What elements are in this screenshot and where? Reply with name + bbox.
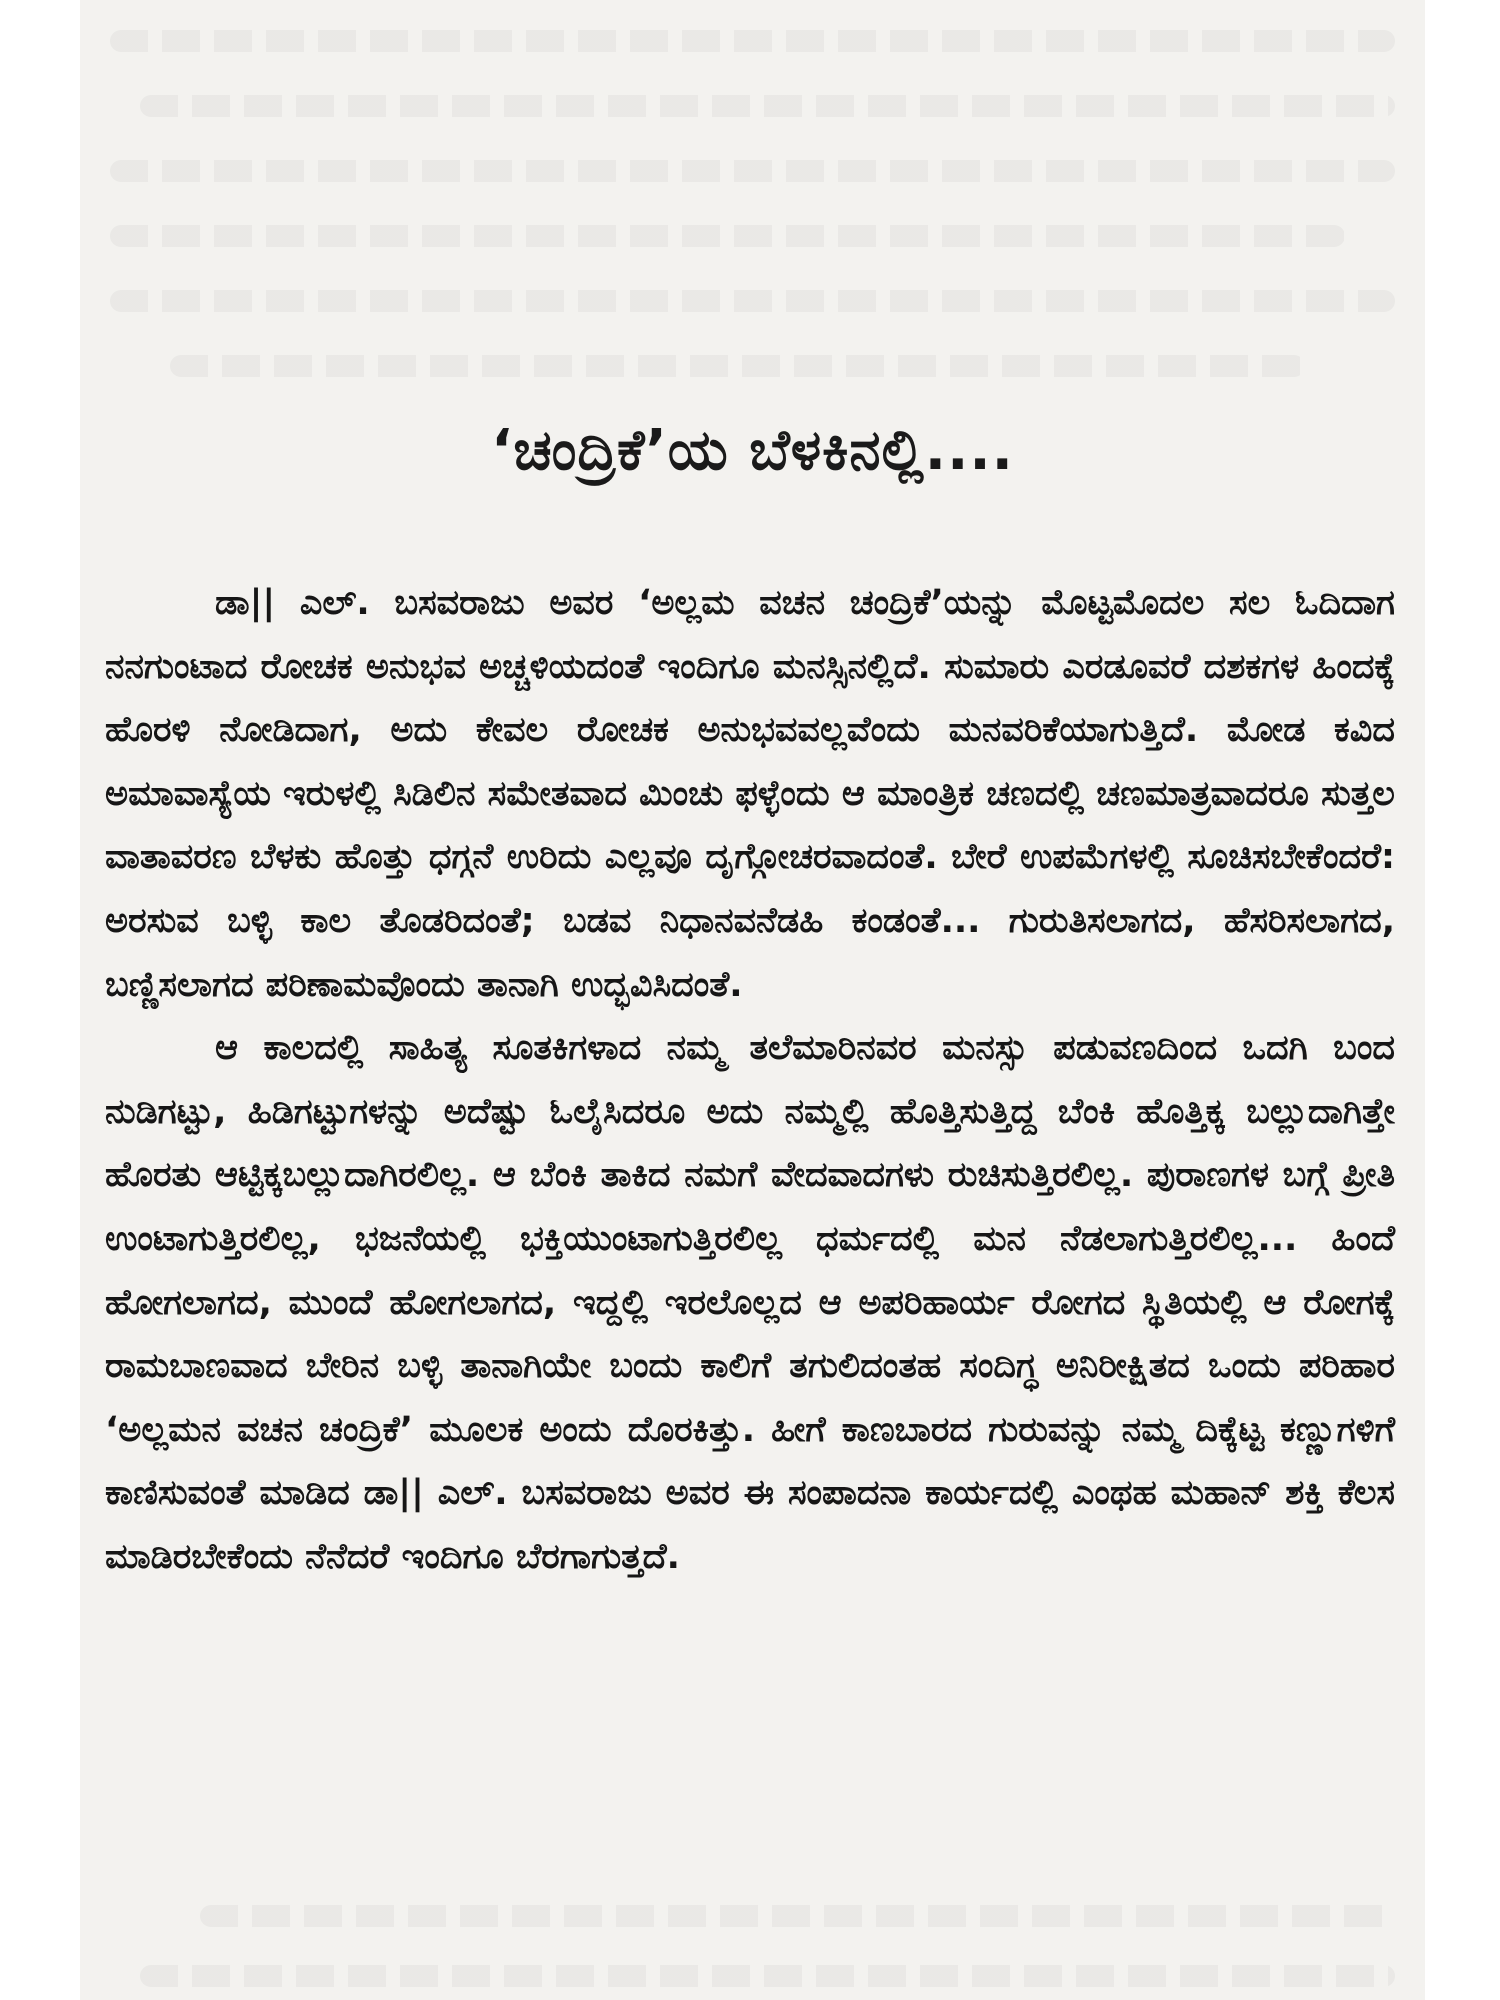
bleed-through-line xyxy=(110,225,1345,247)
bleed-through-line xyxy=(110,30,1395,52)
paragraph-2: ಆ ಕಾಲದಲ್ಲಿ ಸಾಹಿತ್ಯ ಸೂತಕಿಗಳಾದ ನಮ್ಮ ತಲೆಮಾರಿನವರ ಮನಸ್ಸು ಪಡುವಣದಿಂದ ಒದಗಿ ಬಂದ ನುಡಿಗಟ್ಟು, ಹಿಡಿಗಟ್ಟುಗಳನ್ನು ಅದೆಷ್ಟು ಓಲೈಸಿದರೂ ಅದು ನಮ್ಮಲ್ಲಿ ಹೊತ್ತಿಸುತ್ತಿದ್ದ ಬೆಂಕಿ ಹೊತ್ತಿಕ್ಕ ಬಲ್ಲುದಾಗಿತ್ತೇ ಹೊರತು ಆಟ್ಟಿಕ್ಕಬಲ್ಲುದಾಗಿರಲಿಲ್ಲ. ಆ ಬೆಂಕಿ ತಾಕಿದ ನಮಗೆ ವೇದವಾದಗಳು ರುಚಿಸುತ್ತಿರಲಿಲ್ಲ. ಪುರಾಣಗಳ ಬಗ್ಗೆ ಪ್ರೀತಿ ಉಂಟಾಗುತ್ತಿರಲಿಲ್ಲ, ಭಜನೆಯಲ್ಲಿ ಭಕ್ತಿಯುಂಟಾಗುತ್ತಿರಲಿಲ್ಲ ಧರ್ಮದಲ್ಲಿ ಮನ ನೆಡಲಾಗುತ್ತಿರಲಿಲ್ಲ... ಹಿಂದೆ ಹೋಗಲಾಗದ, ಮುಂದೆ ಹೋಗಲಾಗದ, ಇದ್ದಲ್ಲಿ ಇರಲೊಲ್ಲದ ಆ ಅಪರಿಹಾರ್ಯ ರೋಗದ ಸ್ಥಿತಿಯಲ್ಲಿ ಆ ರೋಗಕ್ಕೆ ರಾಮಬಾಣವಾದ ಬೇರಿನ ಬಳ್ಳಿ ತಾನಾಗಿಯೇ ಬಂದು ಕಾಲಿಗೆ ತಗುಲಿದಂತಹ ಸಂದಿಗ್ಧ ಅನಿರೀಕ್ಷಿತದ ಒಂದು ಪರಿಹಾರ ‘ಅಲ್ಲಮನ ವಚನ ಚಂದ್ರಿಕೆ’ ಮೂಲಕ ಅಂದು ದೊರಕಿತ್ತು. ಹೀಗೆ ಕಾಣಬಾರದ ಗುರುವನ್ನು ನಮ್ಮ ದಿಕ್ಕೆಟ್ಟ ಕಣ್ಣುಗಳಿಗೆ ಕಾಣಿಸುವಂತೆ ಮಾಡಿದ ಡಾ|| ಎಲ್. ಬಸವರಾಜು ಅವರ ಈ ಸಂಪಾದನಾ ಕಾರ್ಯದಲ್ಲಿ ಎಂಥಹ ಮಹಾನ್ ಶಕ್ತಿ ಕೆಲಸ ಮಾಡಿರಬೇಕೆಂದು ನೆನೆದರೆ ಇಂದಿಗೂ ಬೆರಗಾಗುತ್ತದೆ. xyxy=(105,1028,1395,1577)
bleed-through-line xyxy=(110,290,1395,312)
bleed-through-line xyxy=(140,1965,1395,1987)
paragraph-1: ಡಾ|| ಎಲ್. ಬಸವರಾಜು ಅವರ ‘ಅಲ್ಲಮ ವಚನ ಚಂದ್ರಿಕೆ’ಯನ್ನು ಮೊಟ್ಟಮೊದಲ ಸಲ ಓದಿದಾಗ ನನಗುಂಟಾದ ರೋಚಕ ಅನುಭವ ಅಚ್ಚಳಿಯದಂತೆ ಇಂದಿಗೂ ಮನಸ್ಸಿನಲ್ಲಿದೆ. ಸುಮಾರು ಎರಡೂವರೆ ದಶಕಗಳ ಹಿಂದಕ್ಕೆ ಹೊರಳಿ ನೋಡಿದಾಗ, ಅದು ಕೇವಲ ರೋಚಕ ಅನುಭವವಲ್ಲವೆಂದು ಮನವರಿಕೆಯಾಗುತ್ತಿದೆ. ಮೋಡ ಕವಿದ ಅಮಾವಾಸ್ಯೆಯ ಇರುಳಲ್ಲಿ ಸಿಡಿಲಿನ ಸಮೇತವಾದ ಮಿಂಚು ಫಳ್ಳೆಂದು ಆ ಮಾಂತ್ರಿಕ ಚಣದಲ್ಲಿ ಚಣಮಾತ್ರವಾದರೂ ಸುತ್ತಲ ವಾತಾವರಣ ಬೆಳಕು ಹೊತ್ತು ಧಗ್ಗನೆ ಉರಿದು ಎಲ್ಲವೂ ದೃಗ್ಗೋಚರವಾದಂತೆ. ಬೇರೆ ಉಪಮೆಗಳಲ್ಲಿ ಸೂಚಿಸಬೇಕೆಂದರೆ: ಅರಸುವ ಬಳ್ಳಿ ಕಾಲ ತೊಡರಿದಂತೆ; ಬಡವ ನಿಧಾನವನೆಡಹಿ ಕಂಡಂತೆ... ಗುರುತಿಸಲಾಗದ, ಹೆಸರಿಸಲಾಗದ, ಬಣ್ಣಿಸಲಾಗದ ಪರಿಣಾಮವೊಂದು ತಾನಾಗಿ ಉದ್ಭವಿಸಿದಂತೆ. xyxy=(105,583,1395,1005)
book-page xyxy=(80,0,1425,2000)
bleed-through-line xyxy=(140,95,1395,117)
body-text xyxy=(105,572,1395,1590)
bleed-through-line xyxy=(200,1905,1395,1927)
page-title: ‘ಚಂದ್ರಿಕೆ’ಯ ಬೆಳಕಿನಲ್ಲಿ.... xyxy=(491,418,1014,483)
bleed-through-line xyxy=(170,355,1305,377)
bleed-through-line xyxy=(110,160,1395,182)
